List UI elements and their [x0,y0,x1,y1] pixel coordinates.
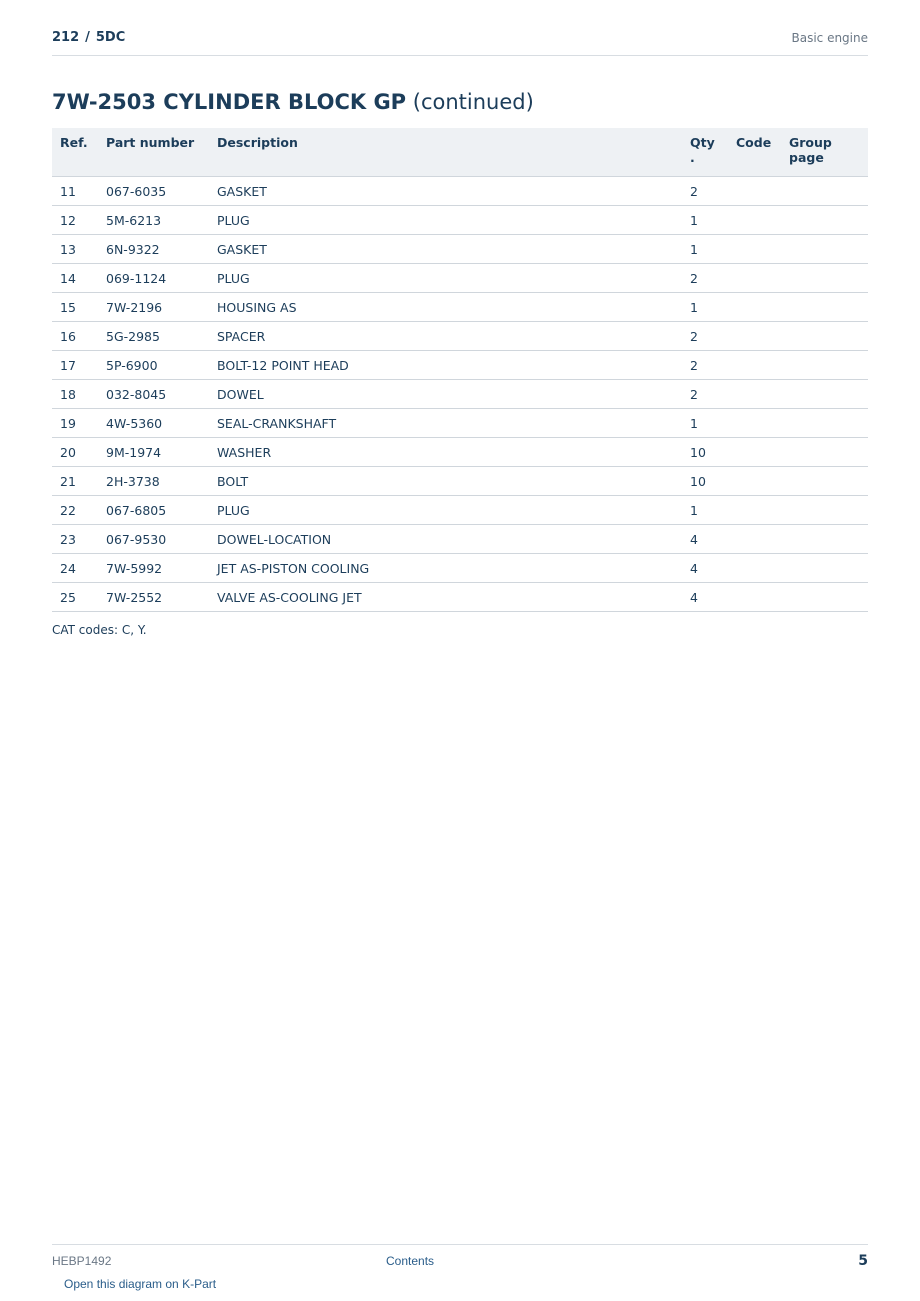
open-in-kpart-link[interactable]: Open this diagram on K-Part [64,1277,217,1291]
cell-ref: 23 [52,525,98,554]
table-row [52,409,868,438]
header-breadcrumb [52,30,125,45]
parts-table [52,128,868,612]
cell-code [728,467,781,496]
cell-code [728,206,781,235]
cell-part-number: 5P-6900 [98,351,209,380]
cell-group-page [781,496,868,525]
cell-ref: 19 [52,409,98,438]
table-row [52,525,868,554]
table-header-row [52,128,868,177]
cell-qty: 10 [682,438,728,467]
table-row [52,177,868,206]
cell-group-page [781,206,868,235]
cell-code [728,293,781,322]
col-header-description: Description [209,128,682,177]
cell-ref: 24 [52,554,98,583]
table-row [52,380,868,409]
cell-group-page [781,583,868,612]
cell-group-page [781,409,868,438]
page-header [52,28,868,56]
cell-description: VALVE AS-COOLING JET [209,583,682,612]
cell-part-number: 032-8045 [98,380,209,409]
title-main: 7W-2503 CYLINDER BLOCK GP [52,90,407,114]
table-row [52,583,868,612]
cell-ref: 14 [52,264,98,293]
cell-qty: 4 [682,525,728,554]
cell-ref: 18 [52,380,98,409]
col-header-ref: Ref. [52,128,98,177]
cell-code [728,235,781,264]
cell-group-page [781,264,868,293]
table-row [52,322,868,351]
cell-qty: 10 [682,467,728,496]
cell-code [728,583,781,612]
cell-group-page [781,235,868,264]
col-header-qty: Qty . [682,128,728,177]
cell-description: WASHER [209,438,682,467]
cell-part-number: 067-9530 [98,525,209,554]
table-row [52,438,868,467]
cell-part-number: 6N-9322 [98,235,209,264]
cell-description: SPACER [209,322,682,351]
cell-qty: 1 [682,409,728,438]
cell-group-page [781,554,868,583]
page-footer [52,1244,868,1301]
header-section: Basic engine [791,31,868,45]
cell-part-number: 067-6805 [98,496,209,525]
cell-qty: 1 [682,496,728,525]
cell-description: DOWEL-LOCATION [209,525,682,554]
table-row [52,496,868,525]
cell-qty: 2 [682,351,728,380]
page-number: 5 [858,1253,868,1269]
cell-qty: 2 [682,322,728,351]
cell-description: SEAL-CRANKSHAFT [209,409,682,438]
col-header-part-number: Part number [98,128,209,177]
cell-code [728,525,781,554]
col-header-code: Code [728,128,781,177]
cell-description: DOWEL [209,380,682,409]
header-separator: / [85,30,90,45]
cell-ref: 11 [52,177,98,206]
cell-description: GASKET [209,235,682,264]
cell-group-page [781,525,868,554]
cell-description: BOLT [209,467,682,496]
cell-group-page [781,293,868,322]
cell-ref: 17 [52,351,98,380]
cat-codes-note: CAT codes: C, Y. [52,623,147,637]
parts-table-body [52,177,868,612]
table-row [52,467,868,496]
cell-description: PLUG [209,496,682,525]
cell-code [728,322,781,351]
col-header-group-page: Group page [781,128,868,177]
cell-code [728,438,781,467]
cell-part-number: 9M-1974 [98,438,209,467]
cell-part-number: 7W-2196 [98,293,209,322]
cell-description: JET AS-PISTON COOLING [209,554,682,583]
cell-code [728,496,781,525]
cell-part-number: 7W-2552 [98,583,209,612]
cell-qty: 4 [682,583,728,612]
contents-link[interactable]: Contents [386,1254,435,1268]
cell-qty: 2 [682,264,728,293]
cell-part-number: 5M-6213 [98,206,209,235]
cell-description: PLUG [209,206,682,235]
cell-description: PLUG [209,264,682,293]
cell-ref: 20 [52,438,98,467]
cell-code [728,351,781,380]
cell-part-number: 069-1124 [98,264,209,293]
cell-description: BOLT-12 POINT HEAD [209,351,682,380]
cell-ref: 21 [52,467,98,496]
header-model: 5DC [95,30,126,45]
cell-part-number: 2H-3738 [98,467,209,496]
cell-part-number: 4W-5360 [98,409,209,438]
cell-code [728,409,781,438]
cell-group-page [781,351,868,380]
cell-group-page [781,467,868,496]
cell-code [728,264,781,293]
cell-part-number: 067-6035 [98,177,209,206]
cell-ref: 12 [52,206,98,235]
cell-code [728,554,781,583]
cell-qty: 1 [682,235,728,264]
header-page-ref: 212 [52,30,80,45]
cell-group-page [781,380,868,409]
cell-qty: 1 [682,293,728,322]
cell-group-page [781,438,868,467]
cell-ref: 15 [52,293,98,322]
cell-code [728,177,781,206]
cell-part-number: 5G-2985 [98,322,209,351]
cell-qty: 2 [682,380,728,409]
cell-ref: 25 [52,583,98,612]
cell-code [728,380,781,409]
table-row [52,235,868,264]
table-row [52,293,868,322]
table-row [52,206,868,235]
cell-ref: 22 [52,496,98,525]
cell-description: HOUSING AS [209,293,682,322]
page-title [52,90,534,114]
table-row [52,554,868,583]
table-row [52,351,868,380]
title-suffix: (continued) [412,90,534,114]
cell-qty: 4 [682,554,728,583]
cell-ref: 13 [52,235,98,264]
cell-description: GASKET [209,177,682,206]
cell-part-number: 7W-5992 [98,554,209,583]
cell-group-page [781,177,868,206]
footer-doc-id: HEBP1492 [52,1254,112,1268]
cell-group-page [781,322,868,351]
cell-ref: 16 [52,322,98,351]
cell-qty: 2 [682,177,728,206]
table-row [52,264,868,293]
cell-qty: 1 [682,206,728,235]
